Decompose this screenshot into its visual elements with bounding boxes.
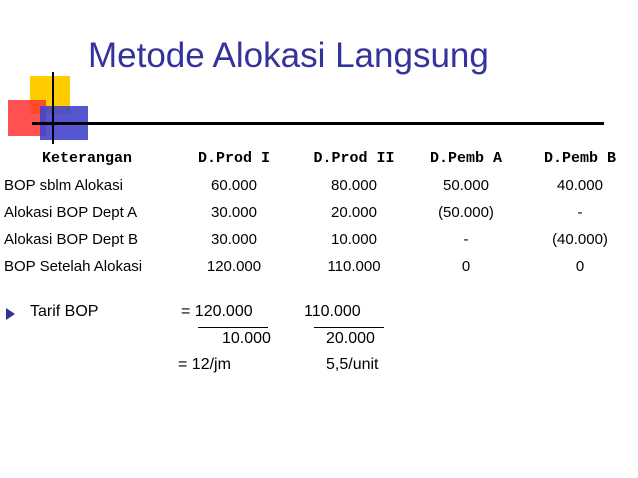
table-header-row: [4, 144, 638, 172]
tarif-denominator-2: 20.000: [326, 330, 375, 347]
title-divider: [32, 122, 604, 125]
row-label: BOP Setelah Alokasi: [4, 258, 143, 275]
cell-dprod-1: 60.000: [211, 177, 257, 194]
cell-dpemb-a: 0: [461, 258, 471, 275]
slide-title: Metode Alokasi Langsung: [88, 36, 489, 75]
cell-dpemb-a: 50.000: [443, 177, 489, 194]
fraction-line-2: [314, 327, 384, 328]
cell-dpemb-b: 40.000: [557, 177, 603, 194]
row-label: Alokasi BOP Dept B: [4, 231, 138, 248]
table-row: [4, 199, 638, 226]
cell-dprod-1: 120.000: [206, 258, 262, 275]
tarif-result-1: = 12/jm: [178, 356, 231, 373]
tarif-label: Tarif BOP: [30, 303, 99, 320]
cell-dpemb-a: -: [463, 231, 469, 248]
header-dprod-2: D.Prod II: [313, 149, 395, 167]
cell-dprod-2: 110.000: [327, 258, 381, 275]
row-label: Alokasi BOP Dept A: [4, 204, 138, 221]
cell-dprod-1: 30.000: [211, 204, 257, 221]
cell-dprod-1: 30.000: [211, 231, 257, 248]
cell-dprod-2: 10.000: [331, 231, 377, 248]
cell-dpemb-a: (50.000): [438, 204, 494, 221]
row-label: BOP sblm Alokasi: [4, 177, 123, 194]
header-dpemb-b: D.Pemb B: [543, 149, 616, 167]
cell-dprod-2: 80.000: [331, 177, 377, 194]
tarif-result-2: 5,5/unit: [326, 356, 379, 373]
table-row: [4, 226, 638, 253]
decorative-logo: [6, 72, 96, 144]
header-dpemb-a: D.Pemb A: [429, 149, 502, 167]
cell-dpemb-b: -: [577, 204, 583, 221]
fraction-line-1: [198, 327, 268, 328]
table-row: [4, 253, 638, 280]
tarif-numerator-2: 110.000: [304, 303, 361, 320]
header-dprod-1: D.Prod I: [197, 149, 270, 167]
table-row: [4, 172, 638, 199]
cell-dpemb-b: (40.000): [552, 231, 608, 248]
bullet-arrow-icon: [6, 308, 15, 320]
logo-vertical-line: [52, 72, 54, 144]
header-keterangan: Keterangan: [41, 149, 132, 167]
allocation-table: [4, 144, 638, 280]
tarif-numerator-1: = 120.000: [181, 303, 253, 320]
cell-dprod-2: 20.000: [331, 204, 377, 221]
tarif-denominator-1: 10.000: [222, 330, 271, 347]
cell-dpemb-b: 0: [575, 258, 585, 275]
